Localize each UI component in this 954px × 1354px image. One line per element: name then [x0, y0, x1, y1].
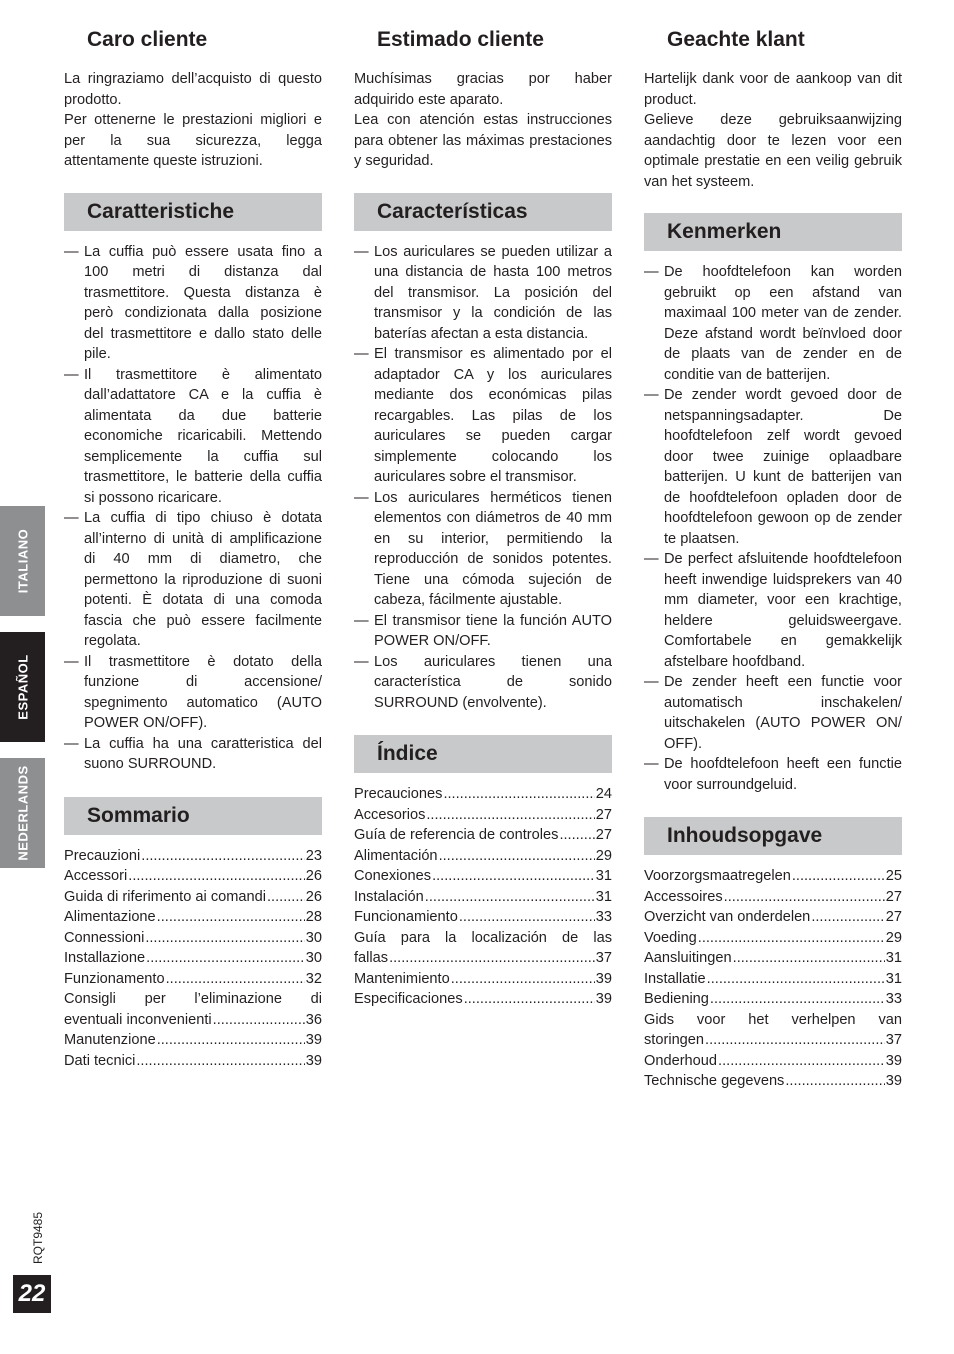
toc-entry: [64, 846, 322, 867]
toc-page-number: 39: [305, 1032, 322, 1048]
toc-entry-label: Alimentación: [354, 847, 438, 864]
column-nederlands: [644, 26, 902, 1092]
toc-entry-label: storingen: [644, 1032, 705, 1048]
toc-heading: Índice: [354, 735, 612, 773]
greeting-title: Estimado cliente: [377, 28, 544, 51]
toc-entry-label: Guida di riferimento ai comandi: [64, 888, 266, 905]
toc-entry: [64, 928, 322, 949]
list-item: — Los auriculares tienen una característica de sonido SURROUND (envolvente).: [354, 652, 612, 714]
toc-leader-dots: [443, 784, 594, 805]
toc-leader-dots: [439, 846, 595, 867]
toc-entry: [354, 969, 612, 990]
column-espanol: [354, 26, 612, 1010]
intro-text: Gelieve deze gebruiksaanwijzing aandachtig door te lezen voor een optimale prestatie en een veilig gebruik van het systeem.: [644, 112, 902, 190]
toc-entry-label: Mantenimiento: [354, 970, 450, 987]
toc-page-number: 26: [305, 868, 322, 884]
tab-label: NEDERLANDS: [15, 765, 30, 861]
toc-entry-label: Conexiones: [354, 868, 432, 884]
toc-leader-dots: [213, 1010, 305, 1031]
toc-entry-label: Onderhoud: [644, 1052, 718, 1069]
toc-entry: [644, 1071, 902, 1092]
features-heading: Kenmerken: [644, 213, 902, 251]
toc-page-number: 28: [305, 909, 322, 925]
toc-entry-label: Precauzioni: [64, 847, 141, 864]
toc-page-number: 29: [885, 929, 902, 946]
intro-text: Lea con atención estas instrucciones para obtener las máximas prestaciones y seguridad.: [354, 112, 612, 169]
features-list: [354, 242, 612, 714]
toc-entry-label: Aansluitingen: [644, 950, 732, 966]
toc-entry: [64, 1030, 322, 1051]
toc-page-number: 30: [305, 950, 322, 966]
intro-text: Per ottenerne le prestazioni migliori e per la sua sicurezza, legga attentamente queste istruzioni.: [64, 112, 322, 169]
toc-leader-dots: [705, 1030, 885, 1051]
toc-entry-label: Guía para la localización de las: [354, 929, 612, 946]
toc-leader-dots: [559, 825, 594, 846]
toc-leader-dots: [451, 969, 595, 990]
toc-leader-dots: [464, 989, 595, 1010]
toc-leader-dots: [157, 907, 305, 928]
toc-entry: [354, 928, 612, 969]
list-item: — El transmisor es alimentado por el adaptador CA y los auriculares mediante dos económicas pilas recargables. Las pilas de los auriculares se pueden cargar simplemente colocando los auriculares sobre el transmisor.: [354, 344, 612, 488]
toc-entry: [64, 1051, 322, 1072]
toc-entry-label: fallas: [354, 950, 389, 966]
toc-entry: [64, 887, 322, 908]
toc-list: [64, 846, 322, 1072]
toc-entry: [644, 928, 902, 949]
toc-entry: [354, 784, 612, 805]
toc-leader-dots: [267, 887, 305, 908]
toc-entry: [644, 1010, 902, 1051]
features-list: [64, 242, 322, 775]
toc-entry-label: Funzionamento: [64, 970, 165, 987]
toc-leader-dots: [425, 887, 595, 908]
toc-entry-label: Guía de referencia de controles: [354, 827, 559, 843]
toc-entry-label: Bediening: [644, 991, 709, 1007]
toc-page-number: 37: [595, 950, 612, 966]
toc-entry-label: Accessori: [64, 868, 128, 884]
intro-text: Hartelijk dank voor de aankoop van dit product.: [644, 71, 902, 108]
toc-entry: [644, 989, 902, 1010]
toc-entry: [354, 805, 612, 826]
toc-page-number: 39: [595, 991, 612, 1007]
document-code-text: RQT9485: [31, 1211, 45, 1265]
language-tab-espanol[interactable]: [0, 632, 45, 742]
toc-page-number: 30: [305, 929, 322, 946]
toc-entry-label: Dati tecnici: [64, 1052, 136, 1069]
list-item: — Il trasmettitore è alimentato dall’adattatore CA e la cuffia è alimentata da due batterie economiche ricaricabili. Mettendo semplicemente la cuffia sul trasmettitore, le batterie della cuffia si possono ricaricare.: [64, 365, 322, 509]
toc-entry-label: Manutenzione: [64, 1032, 156, 1048]
toc-heading: Inhoudsopgave: [644, 817, 902, 855]
toc-leader-dots: [710, 989, 885, 1010]
toc-leader-dots: [733, 948, 885, 969]
toc-page-number: 33: [885, 991, 902, 1007]
toc-page-number: 37: [885, 1032, 902, 1048]
toc-entry-label: Alimentazione: [64, 909, 156, 925]
features-list: [644, 262, 902, 795]
toc-entry-label: Accessoires: [644, 888, 723, 905]
toc-page-number: 23: [305, 847, 322, 864]
toc-leader-dots: [157, 1030, 305, 1051]
toc-leader-dots: [707, 969, 885, 990]
list-item: — Los auriculares se pueden utilizar a una distancia de hasta 100 metros del transmisor. La posición del transmisor y la condición de las baterías afectan a esta distancia.: [354, 242, 612, 345]
toc-entry: [64, 969, 322, 990]
toc-entry: [644, 866, 902, 887]
toc-entry-label: Especificaciones: [354, 991, 463, 1007]
toc-entry: [354, 866, 612, 887]
toc-leader-dots: [136, 1051, 304, 1072]
toc-leader-dots: [146, 948, 305, 969]
toc-page-number: 32: [305, 970, 322, 987]
toc-page-number: 33: [595, 909, 612, 925]
toc-page-number: 27: [885, 888, 902, 905]
toc-heading: Sommario: [64, 797, 322, 835]
toc-entry-label: Installatie: [644, 970, 706, 987]
tab-label: ESPAÑOL: [15, 654, 30, 720]
toc-page-number: 31: [885, 950, 902, 966]
toc-list: [354, 784, 612, 1010]
intro-text: Muchísimas gracias por haber adquirido este aparato.: [354, 71, 612, 108]
toc-entry: [354, 887, 612, 908]
toc-leader-dots: [432, 866, 595, 887]
toc-leader-dots: [389, 948, 595, 969]
toc-entry-label: Technische gegevens: [644, 1073, 785, 1089]
toc-entry-label: Instalación: [354, 888, 424, 905]
features-heading: Caratteristiche: [64, 193, 322, 231]
toc-entry-label: Consigli per l’eliminazione di: [64, 991, 322, 1007]
toc-leader-dots: [128, 866, 305, 887]
toc-entry: [354, 907, 612, 928]
toc-entry: [644, 969, 902, 990]
list-item: — La cuffia può essere usata fino a 100 metri di distanza dal trasmettitore. Questa distanza è però condizionata dalla posizione del trasmettitore e dallo stato delle pile.: [64, 242, 322, 365]
toc-page-number: 24: [595, 786, 612, 802]
toc-entry: [644, 948, 902, 969]
toc-entry: [64, 907, 322, 928]
toc-page-number: 39: [885, 1073, 902, 1089]
toc-page-number: 27: [595, 827, 612, 843]
greeting-title: Geachte klant: [667, 28, 805, 51]
toc-entry: [64, 989, 322, 1030]
toc-entry: [354, 825, 612, 846]
toc-page-number: 39: [595, 970, 612, 987]
list-item: — De perfect afsluitende hoofdtelefoon heeft inwendige luidsprekers van 40 mm diameter, voor een krachtige, heldere geluidsweergave. Comfortabele en gemakkelijk afstelbare hoofdband.: [644, 549, 902, 672]
toc-entry: [354, 846, 612, 867]
toc-leader-dots: [426, 805, 594, 826]
toc-page-number: 31: [595, 868, 612, 884]
language-tab-italiano[interactable]: [0, 506, 45, 616]
language-tab-nederlands[interactable]: [0, 758, 45, 868]
toc-page-number: 31: [885, 970, 902, 987]
toc-entry-label: Funcionamiento: [354, 909, 458, 925]
toc-entry: [354, 989, 612, 1010]
list-item: — El transmisor tiene la función AUTO POWER ON/OFF.: [354, 611, 612, 652]
toc-entry-label: Installazione: [64, 950, 146, 966]
toc-entry-label: Voorzorgsmaatregelen: [644, 868, 791, 884]
toc-entry-label: Accesorios: [354, 806, 426, 823]
toc-page-number: 39: [305, 1052, 322, 1069]
tab-label: ITALIANO: [15, 528, 30, 594]
toc-leader-dots: [792, 866, 885, 887]
toc-leader-dots: [724, 887, 885, 908]
toc-entry-label: Connessioni: [64, 929, 145, 946]
toc-leader-dots: [785, 1071, 884, 1092]
toc-entry-label: eventuali inconvenienti: [64, 1011, 212, 1028]
toc-leader-dots: [698, 928, 885, 949]
toc-entry-label: Voeding: [644, 929, 697, 946]
toc-page-number: 31: [595, 888, 612, 905]
toc-page-number: 39: [885, 1052, 902, 1069]
toc-page-number: 36: [305, 1011, 322, 1028]
toc-leader-dots: [166, 969, 305, 990]
toc-entry: [644, 887, 902, 908]
toc-list: [644, 866, 902, 1092]
toc-entry-label: Precauciones: [354, 786, 443, 802]
toc-entry: [64, 866, 322, 887]
column-italiano: [64, 26, 322, 1071]
toc-entry: [644, 1051, 902, 1072]
list-item: — De hoofdtelefoon kan worden gebruikt op een afstand van maximaal 100 meter van de zender. Deze afstand wordt beïnvloed door de plaats van de zender en de conditie van de batterijen.: [644, 262, 902, 385]
toc-page-number: 29: [595, 847, 612, 864]
list-item: — La cuffia di tipo chiuso è dotata all’interno di unità di amplificazione di 40 mm di diametro, che permettono la riproduzione di suoni potenti. È dotata di una comoda fascia che può essere facilmente regolata.: [64, 508, 322, 652]
toc-entry: [644, 907, 902, 928]
greeting-title: Caro cliente: [87, 28, 208, 51]
intro-text: La ringraziamo dell’acquisto di questo prodotto.: [64, 71, 322, 108]
list-item: — De hoofdtelefoon heeft een functie voor surroundgeluid.: [644, 754, 902, 795]
page-number: 22: [13, 1275, 51, 1313]
toc-page-number: 26: [305, 888, 322, 905]
list-item: — Los auriculares herméticos tienen elementos con diámetros de 40 mm en su interior, permitiendo la reproducción de sonidos potentes. Tiene una cómoda sujeción de cabeza, fácilmente ajustable.: [354, 488, 612, 611]
list-item: — De zender heeft een functie voor automatisch inschakelen/ uitschakelen (AUTO POWER ON/ OFF).: [644, 672, 902, 754]
toc-entry-label: Overzicht van onderdelen: [644, 909, 811, 925]
toc-leader-dots: [145, 928, 304, 949]
toc-leader-dots: [459, 907, 595, 928]
toc-page-number: 25: [885, 868, 902, 884]
toc-entry-label: Gids voor het verhelpen van: [644, 1011, 902, 1028]
list-item: — De zender wordt gevoed door de netspanningsadapter. De hoofdtelefoon zelf wordt gevoed door twee zuinige oplaadbare batterijen. U kunt de batterijen van de hoofdtelefoon opladen door de hoofdtelefoon gewoon op de zender te plaatsen.: [644, 385, 902, 549]
toc-page-number: 27: [885, 909, 902, 925]
toc-page-number: 27: [595, 806, 612, 823]
toc-entry: [64, 948, 322, 969]
toc-leader-dots: [718, 1051, 885, 1072]
toc-leader-dots: [141, 846, 305, 867]
toc-leader-dots: [811, 907, 884, 928]
list-item: — Il trasmettitore è dotato della funzione di accensione/ spegnimento automatico (AUTO POWER ON/OFF).: [64, 652, 322, 734]
list-item: — La cuffia ha una caratteristica del suono SURROUND.: [64, 734, 322, 775]
features-heading: Características: [354, 193, 612, 231]
